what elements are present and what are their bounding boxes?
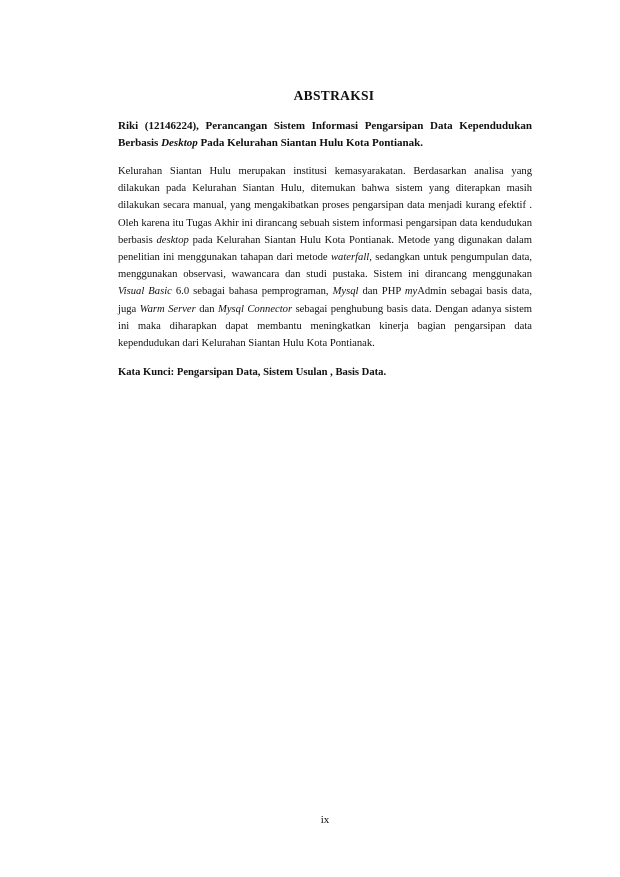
abstract-text-1: Kelurahan Siantan Hulu merupakan institusi kemasyarakatan. Berdasarkan analisa yang dilakukan pada Kelurahan Siantan Hulu, ditemukan bahwa sistem yang diterapkan masih dilakukan secara manual, yang mengakibatkan proses pengarsipan data menjadi kurang efektif . Oleh karena itu Tugas Akhir ini dirancang sebuah sistem informasi pengarsipan data kendudukan berbasis bbox=[118, 166, 532, 246]
citation-text-2: Pada Kelurahan Siantan Hulu Kota Pontianak. bbox=[197, 137, 424, 149]
abstract-section bbox=[118, 88, 532, 381]
abstract-text-3: , sedangkan untuk pengumpulan data, menggunakan observasi, wawancara dan studi pustaka. Sistem ini dirancang menggunakan bbox=[118, 252, 533, 281]
abstract-italic-2: waterfall bbox=[330, 252, 370, 264]
citation-text-1: Riki (12146224), Perancangan Sistem Informasi Pengarsipan Data Kependudukan Berbasis bbox=[118, 120, 532, 149]
abstract-text-7: dan bbox=[195, 303, 218, 315]
citation-italic: Desktop bbox=[161, 137, 198, 149]
abstract-italic-3: Visual Basic bbox=[118, 286, 172, 298]
abstract-italic-4: Mysql bbox=[332, 286, 359, 298]
abstract-italic-1: desktop bbox=[156, 234, 189, 246]
abstract-body bbox=[118, 163, 532, 352]
abstract-text-5: dan PHP bbox=[358, 286, 405, 298]
abstract-italic-6: Warm Server bbox=[139, 303, 196, 315]
abstract-text-2: pada Kelurahan Siantan Hulu Kota Pontianak. Metode yang digunakan dalam penelitian ini menggunakan tahapan dari metode bbox=[118, 234, 532, 264]
abstract-text-4: 6.0 sebagai bahasa pemprograman, bbox=[171, 286, 333, 298]
abstract-text-8: sebagai penghubung basis data. Dengan adanya sistem ini maka diharapkan dapat membantu meningkatkan kinerja bagian pengarsipan data kependudukan dari Kelurahan Siantan Hulu Kota Pontianak. bbox=[118, 303, 533, 350]
page-number: ix bbox=[320, 814, 330, 826]
citation bbox=[118, 118, 532, 152]
page-title: ABSTRAKSI bbox=[293, 88, 375, 103]
abstract-italic-7: Mysql Connector bbox=[218, 303, 293, 315]
keywords: Kata Kunci: Pengarsipan Data, Sistem Usulan , Basis Data. bbox=[118, 367, 387, 379]
abstract-text-6: Admin sebagai basis data, juga bbox=[118, 286, 532, 315]
abstract-italic-5: my bbox=[404, 286, 418, 298]
